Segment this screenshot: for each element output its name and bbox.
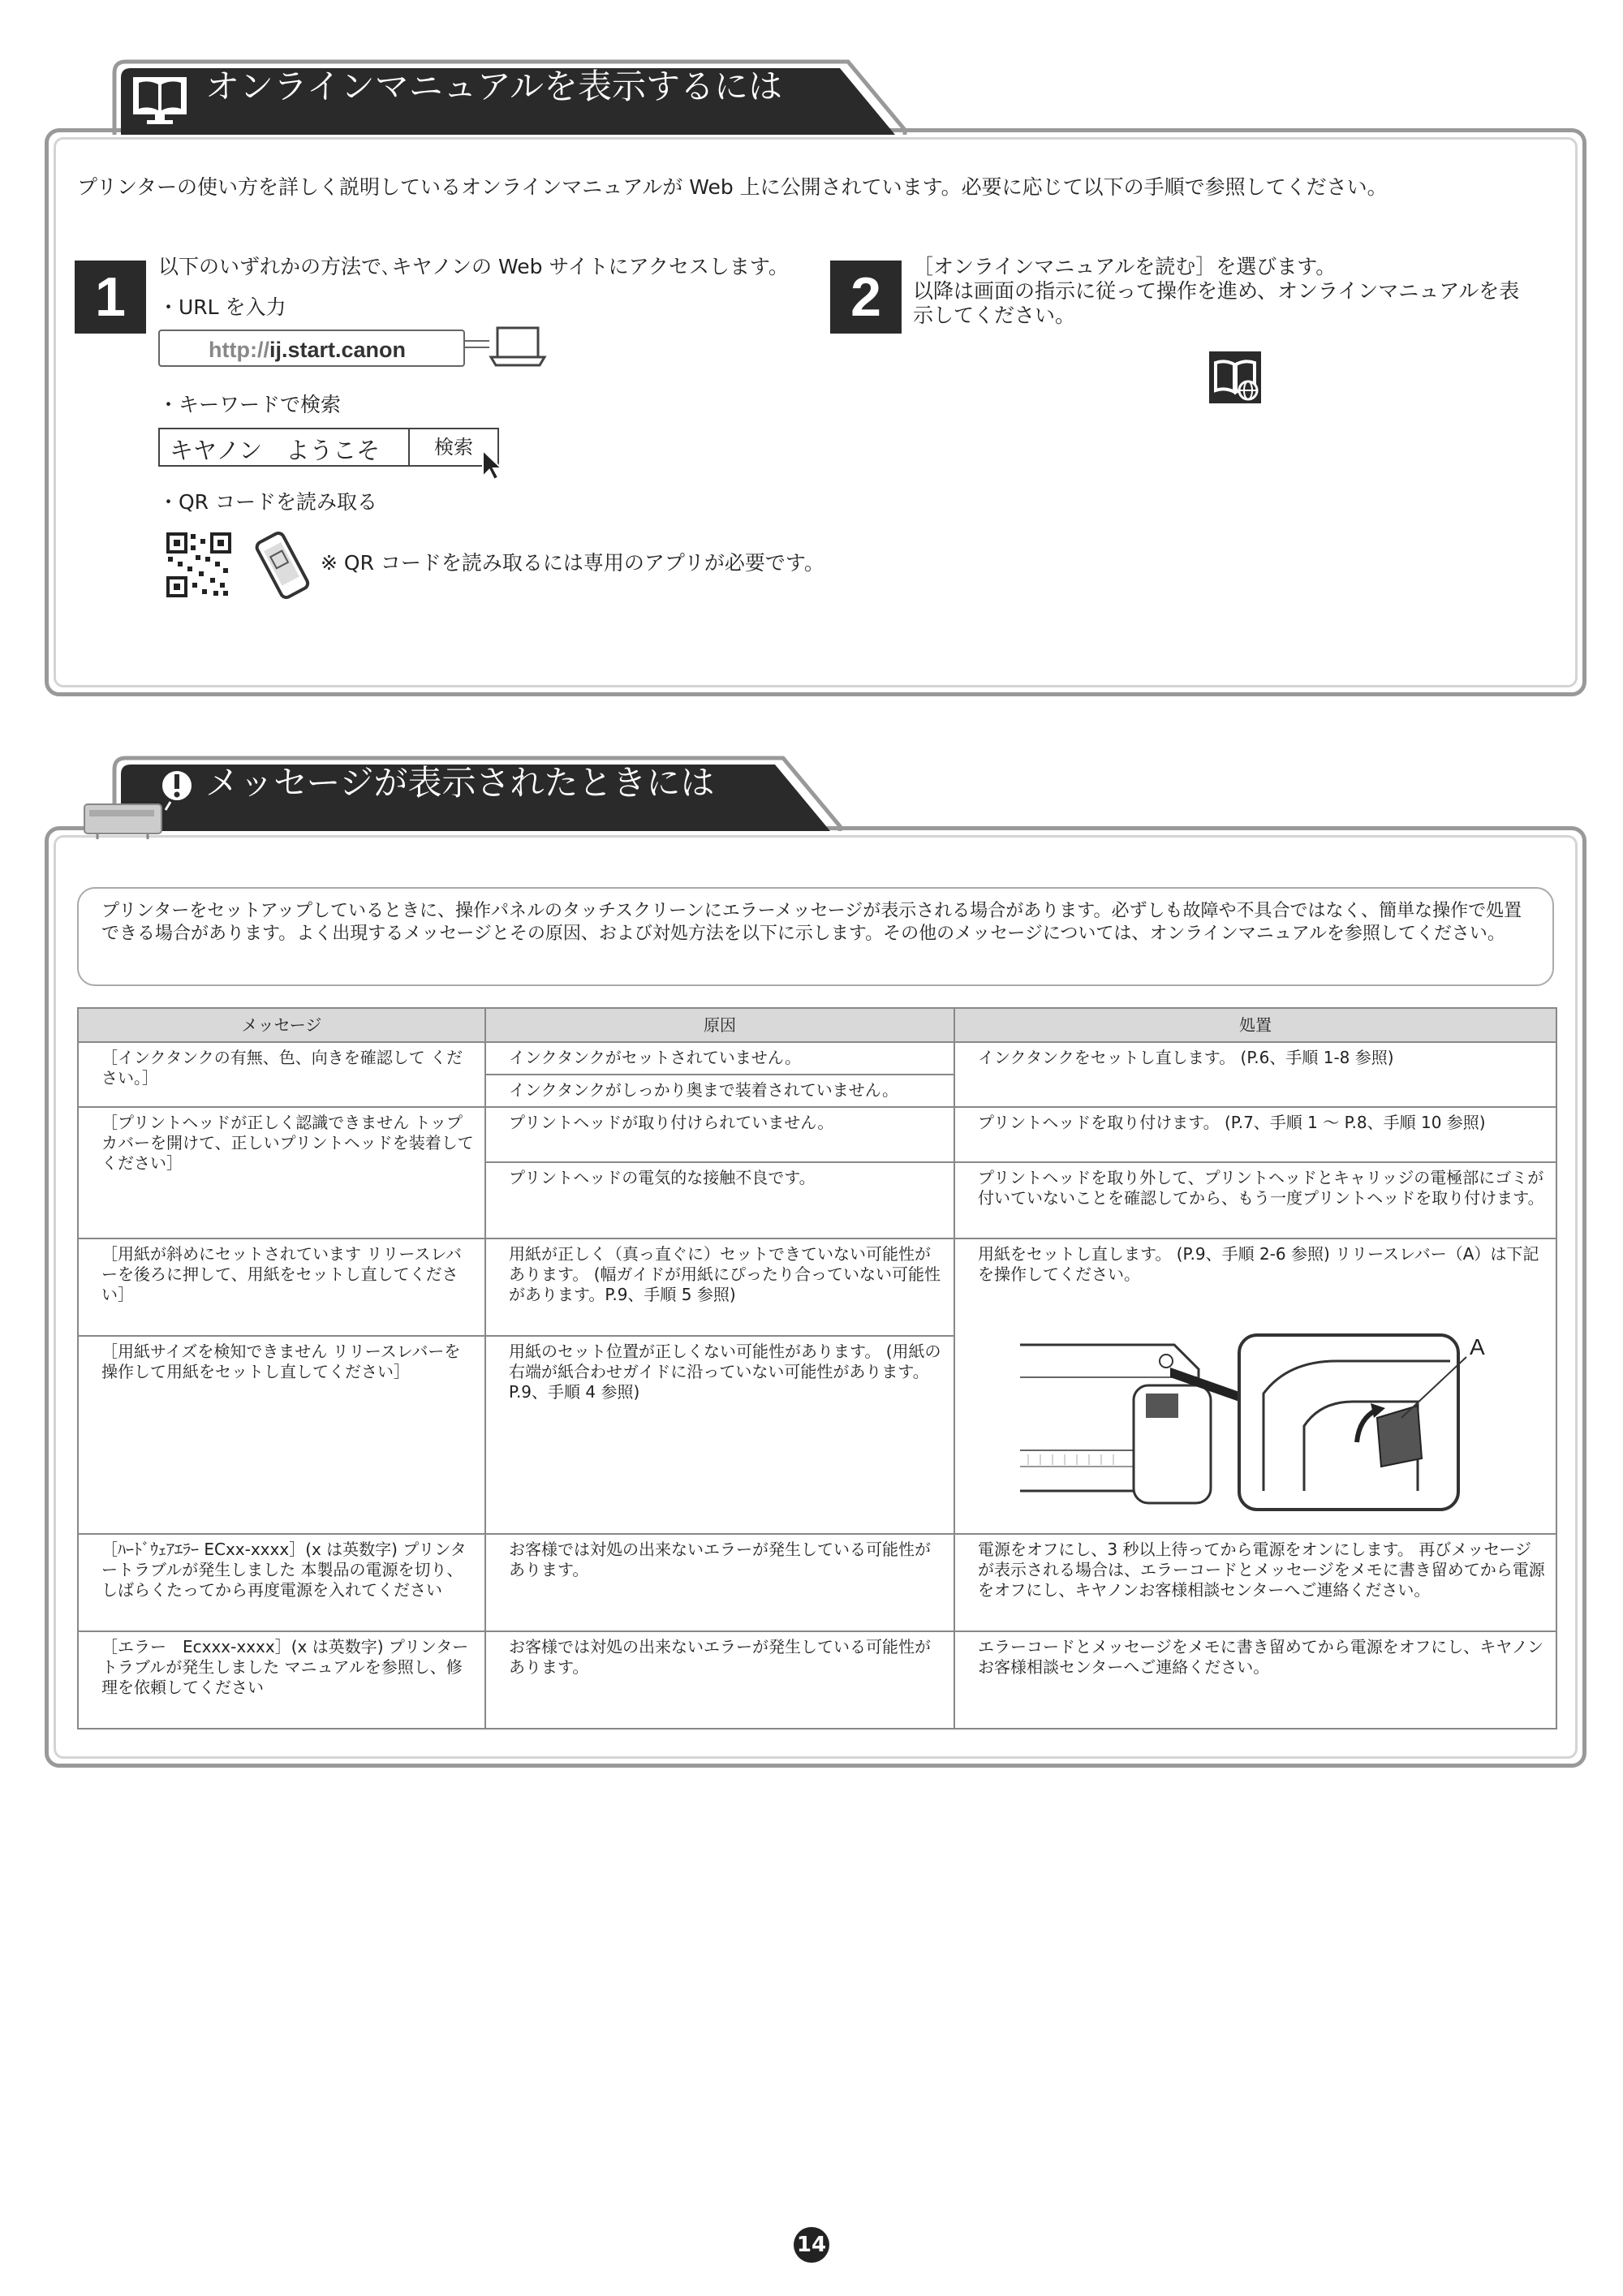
- url-prefix: http://: [209, 338, 269, 362]
- action-cell: エラーコードとメッセージをメモに書き留めてから電源をオフにし、キヤノンお客様相談センターへご連絡ください。: [954, 1631, 1556, 1729]
- table-row: [78, 1534, 1556, 1631]
- step1-heading: 以下のいずれかの方法で､キヤノンの Web サイトにアクセスします。: [158, 255, 789, 278]
- label-a: A: [1470, 1334, 1485, 1359]
- section2-title: メッセージが表示されたときには: [205, 763, 715, 803]
- message-cell: ［エラー Ecxxx-xxxx］(x は英数字) プリンタートラブルが発生しました マニュアルを参照し、修理を依頼してください: [78, 1631, 485, 1729]
- step2-line2: 以降は画面の指示に従って操作を進め、オンラインマニュアルを表: [913, 279, 1520, 303]
- cause-cell: インクタンクがしっかり奥まで装着されていません。: [485, 1075, 954, 1107]
- section2-panel: [45, 826, 1586, 1768]
- qr-label: ・QR コードを読み取る: [158, 490, 377, 514]
- keyword-text: キヤノン ようこそ: [170, 437, 381, 464]
- message-cell: ［用紙が斜めにセットされています リリースレバーを後ろに押して、用紙をセットし直してください］: [78, 1238, 485, 1336]
- message-cell: ［ﾊｰﾄﾞｳｪｱｴﾗｰ ECxx-xxxx］(x は英数字) プリンタートラブルが発生しました 本製品の電源を切り、しばらくたってから再度電源を入れてください: [78, 1534, 485, 1631]
- section1-intro: プリンターの使い方を詳しく説明しているオンラインマニュアルが Web 上に公開されています。必要に応じて以下の手順で参照してください。: [77, 175, 1388, 199]
- smartphone-icon: [252, 530, 312, 601]
- online-manual-icon: [1209, 351, 1261, 403]
- table-row: [78, 1042, 1556, 1075]
- header-action: 処置: [954, 1008, 1556, 1042]
- laptop-icon: [465, 323, 546, 372]
- cause-cell: 用紙のセット位置が正しくない可能性があります。 (用紙の右端が紙合わせガイドに沿っていない可能性があります。P.9、手順 4 参照): [485, 1336, 954, 1534]
- section1-title: オンラインマニュアルを表示するには: [205, 67, 783, 106]
- action-cell: [954, 1238, 1556, 1534]
- keyword-label: ・キーワードで検索: [158, 393, 342, 416]
- printer-alert-icon: [81, 760, 203, 841]
- section-error-messages: [45, 753, 1586, 1777]
- table-header-row: [78, 1008, 1556, 1042]
- section1-panel: [45, 128, 1586, 696]
- printer-release-lever-illustration: [996, 1329, 1483, 1515]
- action-cell: プリントヘッドを取り外して、プリントヘッドとキャリッジの電極部にゴミが付いていないことを確認してから、もう一度プリントヘッドを取り付けます。: [954, 1162, 1556, 1238]
- action-text: 用紙をセットし直します。 (P.9、手順 2-6 参照) リリースレバー（A）は下記を操作してください。: [978, 1244, 1539, 1284]
- url-label: ・URL を入力: [158, 295, 286, 319]
- step2-line1: ［オンラインマニュアルを読む］を選びます。: [913, 255, 1337, 278]
- url-domain: ij.start.canon: [269, 338, 407, 362]
- manual-icon: [127, 71, 197, 128]
- message-cell: ［用紙サイズを検知できません リリースレバーを操作して用紙をセットし直してください］: [78, 1336, 485, 1534]
- keyword-search-button: 検索: [408, 429, 497, 465]
- qr-code-icon: [166, 532, 231, 597]
- url-box: [158, 330, 465, 367]
- section-online-manual: [45, 57, 1586, 698]
- error-message-table: [77, 1007, 1557, 1730]
- cause-cell: お客様では対処の出来ないエラーが発生している可能性があります。: [485, 1631, 954, 1729]
- action-cell: プリントヘッドを取り付けます。 (P.7、手順 1 〜 P.8、手順 10 参照): [954, 1107, 1556, 1162]
- table-row: [78, 1238, 1556, 1336]
- step1-number: 1: [75, 261, 146, 334]
- message-cell: ［インクタンクの有無、色、向きを確認して ください｡］: [78, 1042, 485, 1107]
- table-row: [78, 1107, 1556, 1162]
- cause-cell: お客様では対処の出来ないエラーが発生している可能性があります。: [485, 1534, 954, 1631]
- action-cell: 電源をオフにし、3 秒以上待ってから電源をオンにします。 再びメッセージが表示される場合は、エラーコードとメッセージをメモに書き留めてから電源をオフにし、キヤノンお客様相談センターへご連絡ください。: [954, 1534, 1556, 1631]
- section2-intro: プリンターをセットアップしているときに、操作パネルのタッチスクリーンにエラーメッセージが表示される場合があります。必ずしも故障や不具合ではなく、簡単な操作で処置できる場合があります。よく出現するメッセージとその原因、および対処方法を以下に示します。その他のメッセージについては、オンラインマニュアルを参照してください。: [77, 887, 1554, 986]
- action-cell: インクタンクをセットし直します。 (P.6、手順 1-8 参照): [954, 1042, 1556, 1107]
- message-cell: ［プリントヘッドが正しく認識できません トップカバーを開けて、正しいプリントヘッドを装着してください］: [78, 1107, 485, 1238]
- page-number: 14: [794, 2227, 829, 2263]
- keyword-search-box: [158, 428, 499, 467]
- cause-cell: 用紙が正しく（真っ直ぐに）セットできていない可能性があります。 (幅ガイドが用紙にぴったり合っていない可能性があります。P.9、手順 5 参照): [485, 1238, 954, 1336]
- cause-cell: プリントヘッドが取り付けられていません。: [485, 1107, 954, 1162]
- qr-note: ※ QR コードを読み取るには専用のアプリが必要です。: [321, 551, 824, 575]
- cause-cell: プリントヘッドの電気的な接触不良です。: [485, 1162, 954, 1238]
- step2-line3: 示してください。: [913, 304, 1076, 327]
- cause-cell: インクタンクがセットされていません。: [485, 1042, 954, 1075]
- header-cause: 原因: [485, 1008, 954, 1042]
- step2-number: 2: [830, 261, 902, 334]
- table-row: [78, 1631, 1556, 1729]
- header-message: メッセージ: [78, 1008, 485, 1042]
- cursor-icon: [481, 449, 502, 481]
